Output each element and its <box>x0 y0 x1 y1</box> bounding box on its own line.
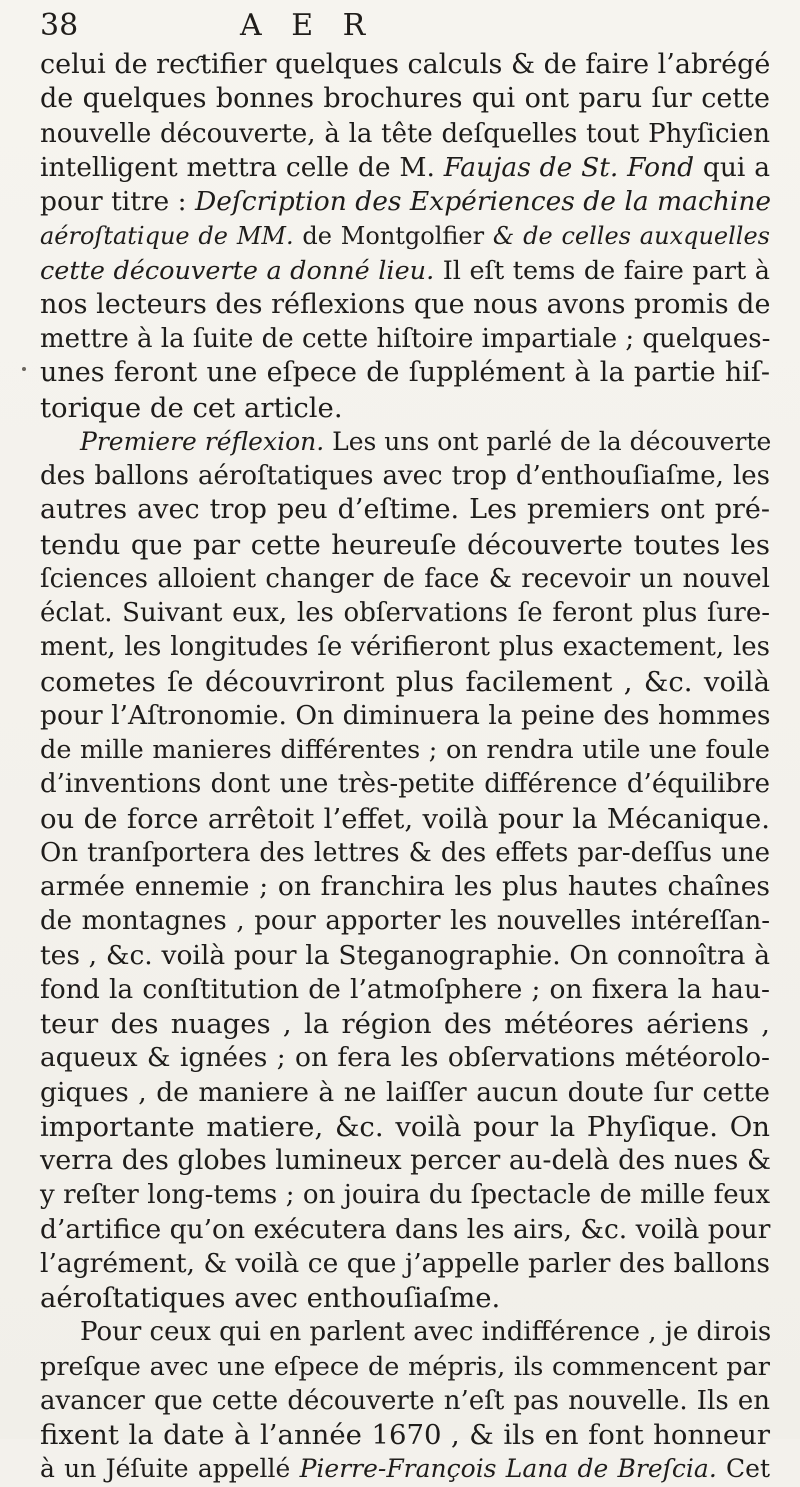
text-line: preſque avec une eſpece de mépris, ils commencent par <box>40 1351 770 1382</box>
text-line: unes feront une eſpece de ſupplément à la partie hiſ- <box>40 357 770 389</box>
text-line: intelligent mettra celle de M. Faujas de St. Fond qui a <box>40 151 771 183</box>
text-line: tes , &c. voilà pour la Steganographie. On connoîtra à <box>40 939 770 971</box>
text-line: éclat. Suivant eux, les obſervations ſe feront plus ſure- <box>40 598 770 628</box>
text-line: d’artifice qu’on exécutera dans les airs, &c. voilà pour <box>40 1213 771 1245</box>
text-line: ou de force arrêtoit l’effet, voilà pour la Mécanique. <box>40 802 770 835</box>
text-line: l’agrément, & voilà ce que j’appelle parler des ballons <box>40 1247 770 1279</box>
text-line: de mille manieres différentes ; on rendra utile une foule <box>40 735 770 765</box>
text-line: de montagnes , pour apporter les nouvelles intéreſſan- <box>40 906 770 937</box>
text-line: avancer que cette découverte n’eſt pas nouvelle. Ils en <box>40 1385 770 1416</box>
body-text <box>40 48 770 1487</box>
text-line: pour l’Aſtronomie. On diminuera la peine des hommes <box>40 699 771 731</box>
page-number: 38 <box>40 8 79 43</box>
text-line: torique de cet article. <box>40 391 343 424</box>
text-line: celui de reƈtifier quelques calculs & de faire l’abrégé <box>40 49 771 80</box>
text-line: nouvelle découverte, à la tête deſquelles tout Phyſicien <box>40 118 770 149</box>
text-line: nos lecteurs des réflexions que nous avons promis de <box>40 288 771 320</box>
text-line: mettre à la ſuite de cette hiſtoire impartiale ; quelques- <box>40 324 771 354</box>
text-line: importante matiere, &c. voilà pour la Phyſique. On <box>40 1110 770 1143</box>
text-line: aéroſtatiques avec enthouſiaſme. <box>40 1282 501 1314</box>
running-head: A E R <box>240 8 376 43</box>
text-line: aéroſtatique de MM. de Montgolfier & de celles auxquelles <box>40 222 770 251</box>
text-line: Premiere réflexion. Les uns ont parlé de la découverte <box>80 426 772 456</box>
text-line: d’inventions dont une très-petite différence d’équilibre <box>40 769 770 800</box>
text-line: fixent la date à l’année 1670 , & ils en font honneur <box>40 1419 770 1451</box>
page-header <box>40 6 770 46</box>
text-line: à un Jéſuite appellé Pierre-François Lana de Breſcia. Cet <box>40 1454 770 1484</box>
text-line: armée ennemie ; on franchira les plus hautes chaînes <box>40 871 770 902</box>
text-line: cometes ſe découvriront plus facilement , &c. voilà <box>40 665 770 698</box>
text-line: giques , de maniere à ne laiſſer aucun doute ſur cette <box>40 1076 770 1108</box>
text-line: ment, les longitudes ſe vérifieront plus exactement, les <box>40 632 770 663</box>
text-line: verra des globes lumineux percer au-delà des nues & <box>40 1145 772 1176</box>
text-line: tendu que par cette heureuſe découverte toutes les <box>40 528 770 561</box>
text-line: de quelques bonnes brochures qui ont paru ſur cette <box>40 83 770 115</box>
text-line: cette découverte a donné lieu. Il eſt tems de faire part à <box>40 255 770 286</box>
text-line: autres avec trop peu d’eſtime. Les premiers ont pré- <box>40 494 770 526</box>
text-line: des ballons aéroſtatiques avec trop d’enthouſiaſme, les <box>40 461 770 491</box>
text-line: Pour ceux qui en parlent avec indifférence , je dirois <box>80 1317 772 1348</box>
text-line: aqueux & ignées ; on fera les obſervations météorolo- <box>40 1042 770 1074</box>
text-line: On tranſportera des lettres & des effets par-deſſus une <box>40 837 770 868</box>
text-line: pour titre : Deſcription des Expériences de la machine <box>40 186 772 217</box>
text-line: y reſter long-tems ; on jouira du ſpectacle de mille feux <box>40 1180 770 1211</box>
text-line: ſciences alloient changer de face & recevoir un nouvel <box>40 563 770 594</box>
text-line: teur des nuages , la région des météores aériens , <box>40 1008 770 1040</box>
margin-mark <box>22 367 26 371</box>
text-line: fond la conſtitution de l’atmoſphere ; on fixera la hau- <box>40 973 770 1005</box>
